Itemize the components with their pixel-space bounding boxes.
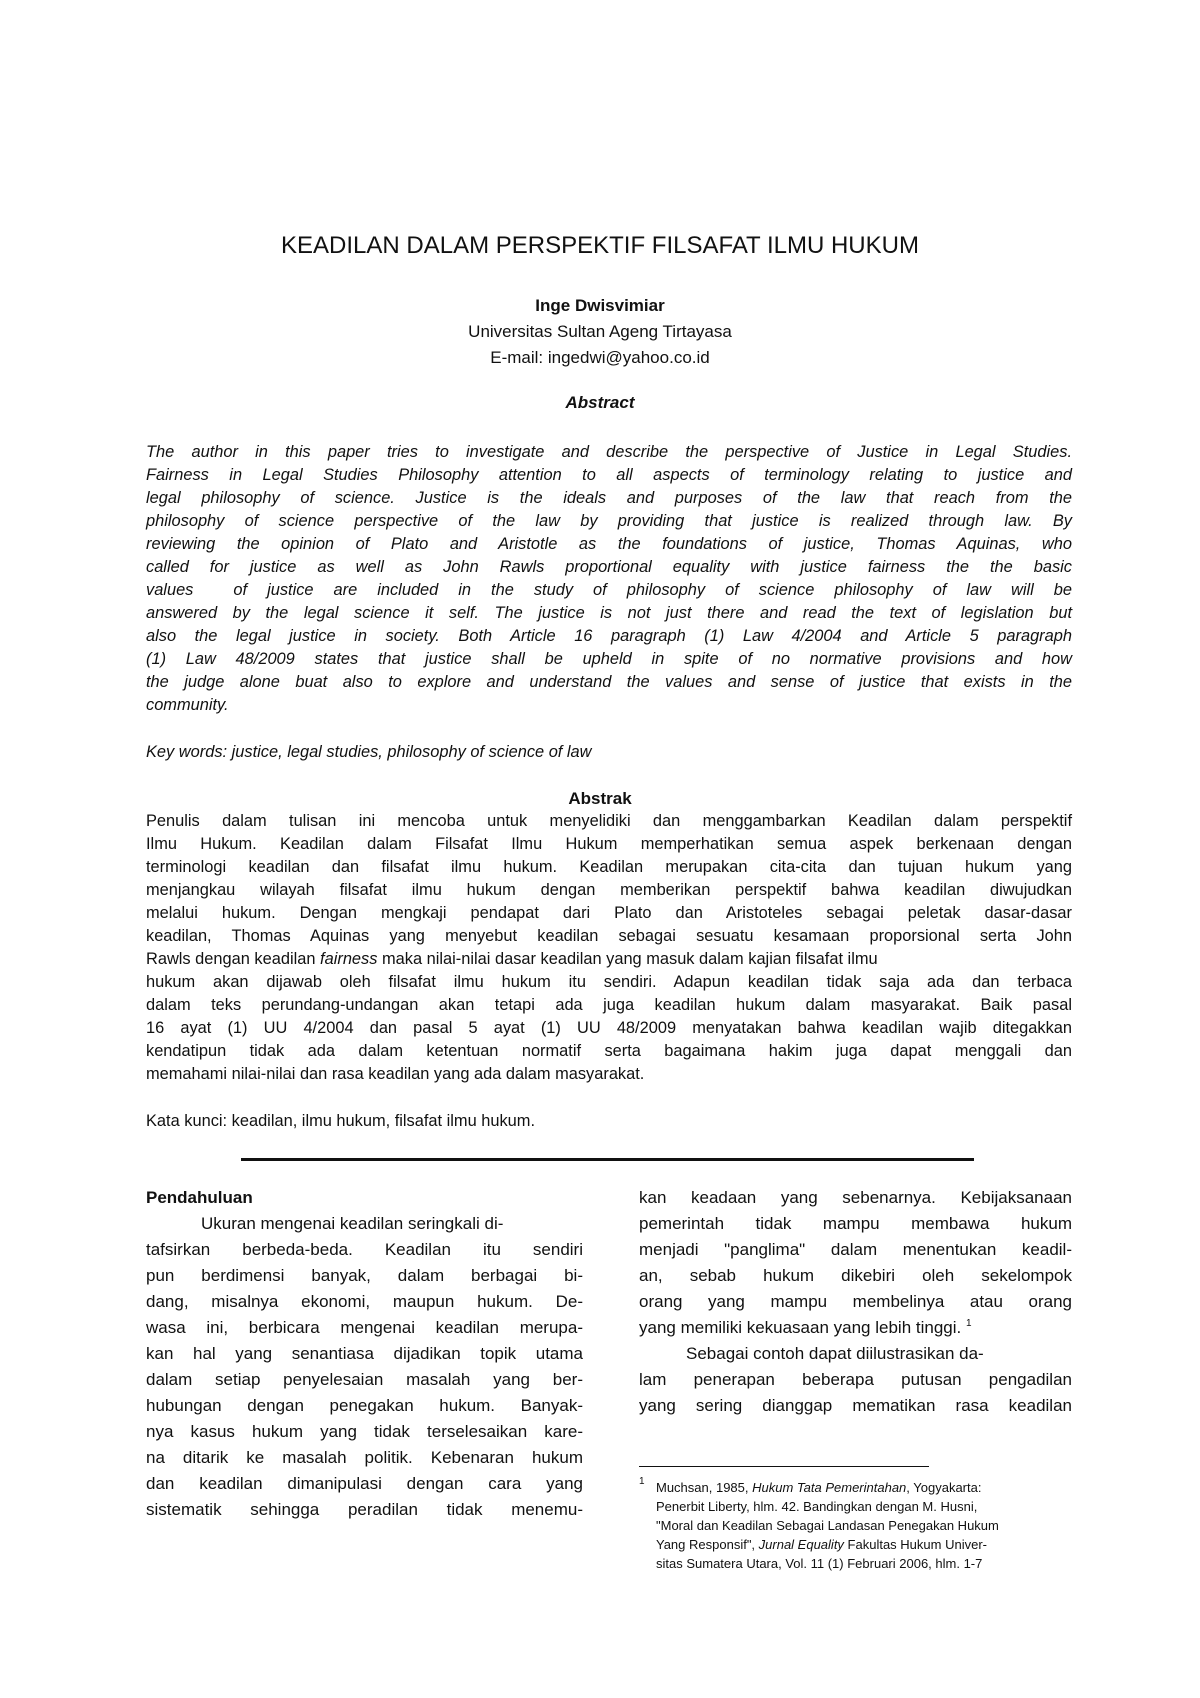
abstract-line: called for justice as well as John Rawls proportional equality with justice fairness the the basic bbox=[146, 558, 1072, 576]
abstract-line: The author in this paper tries to investigate and describe the perspective of Justice in Legal Studies. bbox=[146, 443, 1072, 461]
body-line: dang, misalnya ekonomi, maupun hukum. De- bbox=[146, 1292, 583, 1311]
footnote-line: Penerbit Liberty, hlm. 42. Bandingkan dengan M. Husni, bbox=[656, 1499, 978, 1514]
footnote-line bbox=[656, 1480, 981, 1495]
footnote-book-title: Hukum Tata Pemerintahan bbox=[752, 1480, 907, 1495]
keywords-indonesian: Kata kunci: keadilan, ilmu hukum, filsafat ilmu hukum. bbox=[146, 1112, 535, 1130]
abstract-line: the judge alone buat also to explore and understand the values and sense of justice that exists in the bbox=[146, 673, 1072, 691]
body-line: Sebagai contoh dapat diilustrasikan da- bbox=[686, 1344, 984, 1363]
abstract-line: philosophy of science perspective of the law by providing that justice is realized through law. By bbox=[146, 512, 1072, 530]
body-line: pun berdimensi banyak, dalam berbagai bi- bbox=[146, 1266, 583, 1285]
abstrak-line: melalui hukum. Dengan mengkaji pendapat dari Plato dan Aristoteles sebagai peletak dasar-dasar bbox=[146, 904, 1072, 922]
paper-title: KEADILAN DALAM PERSPEKTIF FILSAFAT ILMU HUKUM bbox=[281, 232, 919, 259]
author-affiliation: Universitas Sultan Ageng Tirtayasa bbox=[468, 322, 732, 341]
abstract-heading: Abstract bbox=[565, 393, 635, 412]
author-name: Inge Dwisvimiar bbox=[535, 296, 665, 315]
body-line: an, sebab hukum dikebiri oleh sekelompok bbox=[639, 1266, 1072, 1285]
abstract-line: Fairness in Legal Studies Philosophy attention to all aspects of terminology relating to justice and bbox=[146, 466, 1072, 484]
abstrak-line: Penulis dalam tulisan ini mencoba untuk menyelidiki dan menggambarkan Keadilan dalam perspektif bbox=[146, 812, 1072, 830]
abstrak-line: dalam teks perundang-undangan akan tetapi ada juga keadilan hukum dalam masyarakat. Baik pasal bbox=[146, 996, 1072, 1014]
body-line: menjadi "panglima" dalam menentukan keadil- bbox=[639, 1240, 1072, 1259]
footnote-reference[interactable]: 1 bbox=[965, 1318, 972, 1329]
section-heading: Pendahuluan bbox=[146, 1188, 253, 1207]
footnote-divider bbox=[639, 1466, 929, 1467]
abstrak-line: kendatipun tidak ada dalam ketentuan normatif serta bagaimana hakim juga dapat menggali dan bbox=[146, 1042, 1072, 1060]
abstract-line: community. bbox=[146, 696, 229, 714]
abstrak-line: memahami nilai-nilai dan rasa keadilan yang ada dalam masyarakat. bbox=[146, 1065, 645, 1083]
footnote-line: "Moral dan Keadilan Sebagai Landasan Penegakan Hukum bbox=[656, 1518, 999, 1533]
abstract-line: reviewing the opinion of Plato and Aristotle as the foundations of justice, Thomas Aquinas, who bbox=[146, 535, 1072, 553]
body-line: nya kasus hukum yang tidak terselesaikan kare- bbox=[146, 1422, 583, 1441]
footnote-number-text: 1 bbox=[639, 1476, 645, 1487]
footnote-text: Yang Responsif", bbox=[656, 1537, 759, 1552]
section-divider bbox=[241, 1158, 974, 1161]
footnote-text: Fakultas Hukum Univer- bbox=[843, 1537, 987, 1552]
abstrak-heading: Abstrak bbox=[568, 789, 632, 808]
body-line: tafsirkan berbeda-beda. Keadilan itu sendiri bbox=[146, 1240, 583, 1259]
abstrak-line bbox=[146, 950, 878, 969]
footnote-text: , Yogyakarta: bbox=[906, 1480, 982, 1495]
body-line: dan keadilan dimanipulasi dengan cara yang bbox=[146, 1474, 583, 1493]
abstrak-line: hukum akan dijawab oleh filsafat ilmu hukum itu sendiri. Adapun keadilan tidak saja ada dan terbaca bbox=[146, 973, 1072, 991]
body-line: hubungan dengan penegakan hukum. Banyak- bbox=[146, 1396, 583, 1415]
footnote-journal-name: Jurnal Equality bbox=[758, 1537, 844, 1552]
abstrak-text: Rawls dengan keadilan bbox=[146, 950, 321, 968]
abstrak-line: terminologi keadilan dan filsafat ilmu hukum. Keadilan merupakan cita-cita dan tujuan hukum yang bbox=[146, 858, 1072, 876]
body-line: kan keadaan yang sebenarnya. Kebijaksanaan bbox=[639, 1188, 1072, 1207]
body-line: pemerintah tidak mampu membawa hukum bbox=[639, 1214, 1072, 1233]
abstrak-line: keadilan, Thomas Aquinas yang menyebut keadilan sebagai sesuatu kesamaan proporsional serta John bbox=[146, 927, 1072, 945]
body-line: Ukuran mengenai keadilan seringkali di- bbox=[201, 1214, 504, 1233]
footnote-number bbox=[639, 1476, 645, 1491]
abstrak-text: maka nilai-nilai dasar keadilan yang masuk dalam kajian filsafat ilmu bbox=[377, 950, 878, 968]
abstrak-line: menjangkau wilayah filsafat ilmu hukum dengan memberikan perspektif bahwa keadilan diwujudkan bbox=[146, 881, 1072, 899]
abstrak-line: Ilmu Hukum. Keadilan dalam Filsafat Ilmu Hukum memperhatikan semua aspek berkenaan dengan bbox=[146, 835, 1072, 853]
abstract-line: (1) Law 48/2009 states that justice shall be upheld in spite of no normative provisions and how bbox=[146, 650, 1072, 668]
abstrak-line: 16 ayat (1) UU 4/2004 dan pasal 5 ayat (1) UU 48/2009 menyatakan bahwa keadilan wajib ditegakkan bbox=[146, 1019, 1072, 1037]
abstract-line: values of justice are included in the study of philosophy of science philosophy of law will be bbox=[146, 581, 1072, 599]
footnote-line: sitas Sumatera Utara, Vol. 11 (1) Februari 2006, hlm. 1-7 bbox=[656, 1556, 983, 1571]
body-text: yang memiliki kekuasaan yang lebih tinggi. bbox=[639, 1318, 966, 1337]
abstract-line: also the legal justice in society. Both Article 16 paragraph (1) Law 4/2004 and Article 5 paragraph bbox=[146, 627, 1072, 645]
body-line: kan hal yang senantiasa dijadikan topik utama bbox=[146, 1344, 583, 1363]
author-email: E-mail: ingedwi@yahoo.co.id bbox=[490, 348, 710, 367]
abstract-line: answered by the legal science it self. The justice is not just there and read the text of legislation but bbox=[146, 604, 1072, 622]
body-line: yang sering dianggap mematikan rasa keadilan bbox=[639, 1396, 1072, 1415]
body-line: dalam setiap penyelesaian masalah yang ber- bbox=[146, 1370, 583, 1389]
body-line: wasa ini, berbicara mengenai keadilan merupa- bbox=[146, 1318, 583, 1337]
abstrak-italic-term: fairness bbox=[320, 950, 378, 968]
footnote-text: Muchsan, 1985, bbox=[656, 1480, 753, 1495]
body-line bbox=[639, 1318, 972, 1338]
body-line: na ditarik ke masalah politik. Kebenaran hukum bbox=[146, 1448, 583, 1467]
body-line: lam penerapan beberapa putusan pengadilan bbox=[639, 1370, 1072, 1389]
abstract-line: legal philosophy of science. Justice is the ideals and purposes of the law that reach from the bbox=[146, 489, 1072, 507]
keywords-english: Key words: justice, legal studies, philosophy of science of law bbox=[146, 743, 592, 761]
footnote-line bbox=[656, 1537, 987, 1552]
body-line: sistematik sehingga peradilan tidak menemu- bbox=[146, 1500, 583, 1519]
body-line: orang yang mampu membelinya atau orang bbox=[639, 1292, 1072, 1311]
